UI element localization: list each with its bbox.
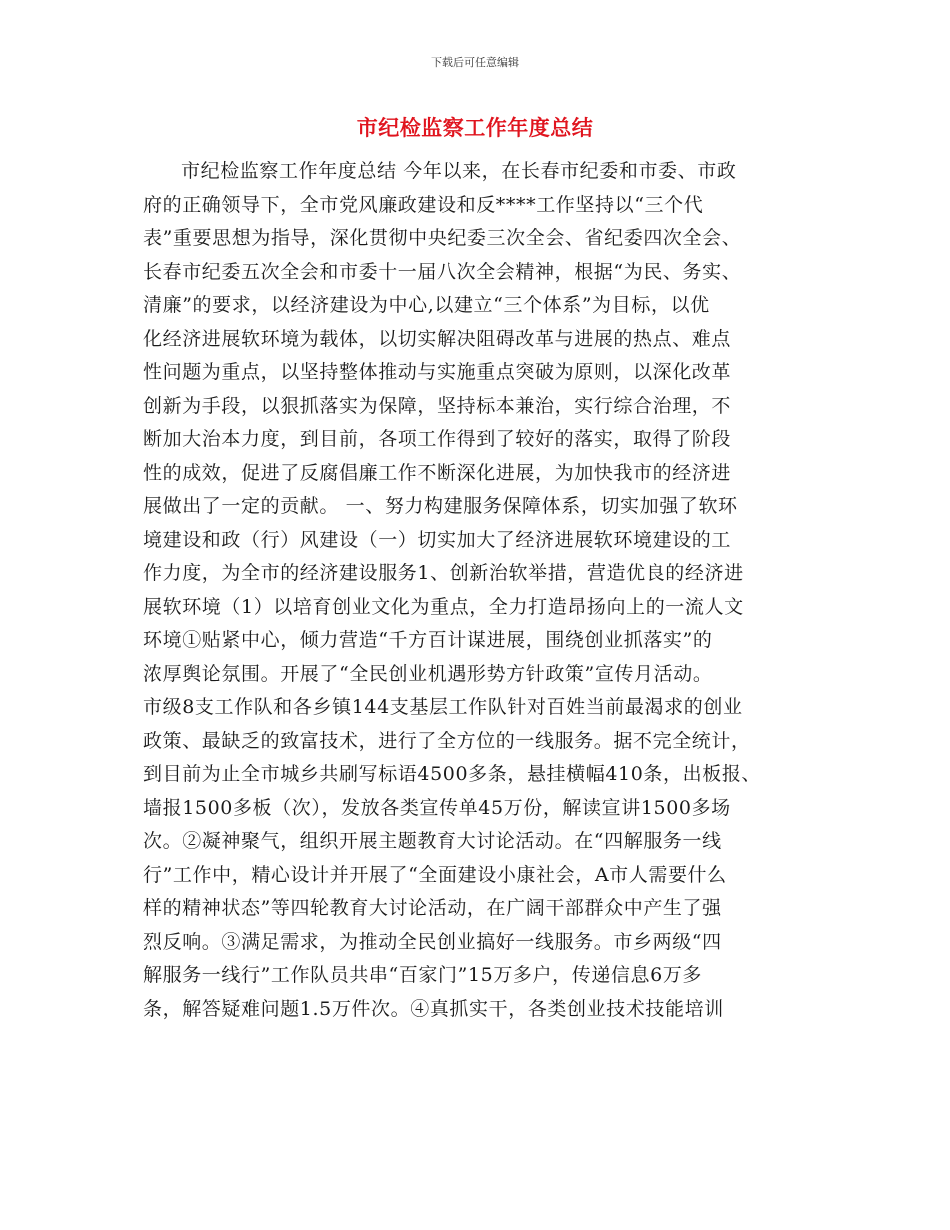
- body-line: 作力度，为全市的经济建设服务1、创新治软举措，营造优良的经济进: [143, 562, 744, 584]
- body-line: 展做出了一定的贡献。 一、努力构建服务保障体系，切实加强了软环: [143, 495, 738, 517]
- document-title: 市纪检监察工作年度总结: [356, 115, 594, 140]
- body-line: 市级8支工作队和各乡镇144支基层工作队针对百姓当前最渴求的创业: [143, 696, 743, 718]
- body-line: 表”重要思想为指导，深化贯彻中央纪委三次全会、省纪委四次全会、: [143, 227, 742, 249]
- body-line: 墙报1500多板（次），发放各类宣传单45万份，解读宣讲1500多场: [143, 796, 731, 819]
- body-line: 断加大治本力度，到目前，各项工作得到了较好的落实，取得了阶段: [143, 428, 732, 450]
- body-line: 烈反响。③满足需求，为推动全民创业搞好一线服务。市乡两级“四: [143, 930, 722, 953]
- body-line: 长春市纪委五次全会和市委十一届八次全会精神，根据“为民、务实、: [143, 260, 742, 283]
- body-line: 条，解答疑难问题1.5万件次。④真抓实干，各类创业技术技能培训: [143, 997, 724, 1020]
- body-line: 到目前为止全市城乡共刷写标语4500多条，悬挂横幅410条，出板报、: [143, 763, 762, 785]
- body-line: 样的精神状态”等四轮教育大讨论活动，在广阔干部群众中产生了强: [143, 897, 722, 919]
- body-line: 创新为手段，以狠抓落实为保障，坚持标本兼治，实行综合治理，不: [143, 394, 732, 417]
- body-line: 解服务一线行”工作队员共串“百家门”15万多户，传递信息6万多: [143, 964, 703, 986]
- body-line: 次。②凝神聚气，组织开展主题教育大讨论活动。在“四解服务一线: [143, 830, 722, 852]
- body-line: 境建设和政（行）风建设（一）切实加大了经济进展软环境建设的工: [143, 528, 732, 551]
- document-body: [143, 155, 813, 1026]
- body-line: 浓厚舆论氛围。开展了“全民创业机遇形势方针政策”宣传月活动。: [143, 662, 713, 685]
- body-line: 展软环境（1）以培育创业文化为重点，全力打造昂扬向上的一流人文: [143, 595, 744, 618]
- body-line: 清廉”的要求，以经济建设为中心,以建立“三个体系”为目标，以优: [143, 294, 710, 316]
- body-line: 行”工作中，精心设计并开展了“全面建设小康社会，A市人需要什么: [143, 863, 727, 886]
- body-line: 环境①贴紧中心，倾力营造“千方百计谋进展，围绕创业抓落实”的: [143, 629, 713, 651]
- body-line: 性的成效，促进了反腐倡廉工作不断深化进展，为加快我市的经济进: [143, 461, 732, 484]
- body-line: 市纪检监察工作年度总结 今年以来，在长春市纪委和市委、市政: [181, 160, 737, 182]
- body-line: 府的正确领导下，全市党风廉政建设和反****工作坚持以“三个代: [143, 193, 704, 216]
- page-header-note: 下载后可任意编辑: [431, 56, 519, 69]
- body-line: 化经济进展软环境为载体，以切实解决阻碍改革与进展的热点、难点: [143, 327, 732, 350]
- body-line: 性问题为重点，以坚持整体推动与实施重点突破为原则，以深化改革: [143, 361, 732, 383]
- body-line: 政策、最缺乏的致富技术，进行了全方位的一线服务。据不完全统计，: [143, 729, 751, 752]
